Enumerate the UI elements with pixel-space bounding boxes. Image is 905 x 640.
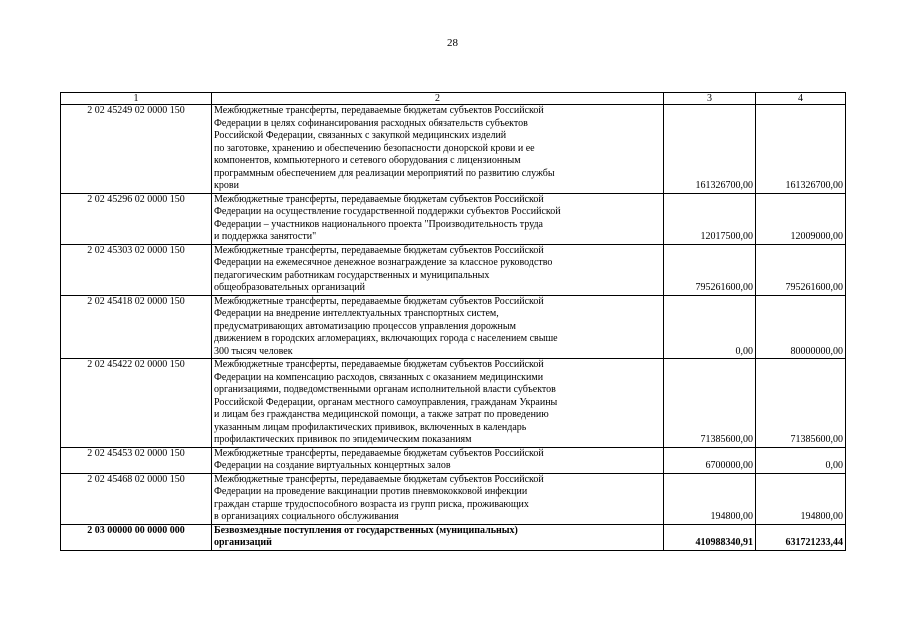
row-amount-col3-cell: 12017500,00 <box>664 193 756 244</box>
row-amount-col3-cell: 795261600,00 <box>664 244 756 295</box>
row-code-cell: 2 02 45296 02 0000 150 <box>61 193 212 244</box>
row-amount-col4-cell: 161326700,00 <box>756 105 846 194</box>
column-header-3: 3 <box>664 93 756 105</box>
row-description-cell: Межбюджетные трансферты, передаваемые бюджетам субъектов Российской Федерации на компенсацию расходов, связанных с оказанием медицинскими организациями, подведомственными органам исполнительной власти субъектов Российской Федерации, органам местного самоуправления, гражданам Украины и лицам без гражданства медицинской помощи, а также затрат по проведению указанным лицам профилактических прививок, включенных в календарь профилактических прививок по эпидемическим показаниям <box>212 359 664 448</box>
row-description-cell: Межбюджетные трансферты, передаваемые бюджетам субъектов Российской Федерации на ежемесячное денежное вознаграждение за классное руководство педагогическим работникам государственных и муниципальных общеобразовательных организаций <box>212 244 664 295</box>
row-amount-col4-cell: 795261600,00 <box>756 244 846 295</box>
table-row <box>61 524 846 550</box>
row-description-cell: Межбюджетные трансферты, передаваемые бюджетам субъектов Российской Федерации на внедрение интеллектуальных транспортных систем, предусматривающих автоматизацию процессов управления дорожным движением в городских агломерациях, включающих города с населением свыше 300 тысяч человек <box>212 295 664 359</box>
row-amount-col3-cell: 410988340,91 <box>664 524 756 550</box>
row-description-cell: Межбюджетные трансферты, передаваемые бюджетам субъектов Российской Федерации на осуществление государственной поддержки субъектов Российской Федерации – участников национального проекта "Производительность труда и поддержка занятости" <box>212 193 664 244</box>
page-number: 28 <box>447 37 458 49</box>
row-amount-col4-cell: 194800,00 <box>756 473 846 524</box>
row-description-cell: Межбюджетные трансферты, передаваемые бюджетам субъектов Российской Федерации на проведение вакцинации против пневмококковой инфекции граждан старше трудоспособного возраста из групп риска, проживающих в организациях социального обслуживания <box>212 473 664 524</box>
row-amount-col3-cell: 6700000,00 <box>664 447 756 473</box>
column-header-2: 2 <box>212 93 664 105</box>
row-code-cell: 2 02 45422 02 0000 150 <box>61 359 212 448</box>
row-code-cell: 2 02 45418 02 0000 150 <box>61 295 212 359</box>
column-header-4: 4 <box>756 93 846 105</box>
table-row <box>61 105 846 194</box>
row-amount-col4-cell: 631721233,44 <box>756 524 846 550</box>
table-row <box>61 473 846 524</box>
table-row <box>61 244 846 295</box>
row-amount-col3-cell: 0,00 <box>664 295 756 359</box>
row-code-cell: 2 02 45468 02 0000 150 <box>61 473 212 524</box>
row-amount-col3-cell: 161326700,00 <box>664 105 756 194</box>
table-row <box>61 359 846 448</box>
budget-table <box>60 92 846 551</box>
row-code-cell: 2 02 45303 02 0000 150 <box>61 244 212 295</box>
table-row <box>61 447 846 473</box>
row-code-cell: 2 02 45453 02 0000 150 <box>61 447 212 473</box>
row-amount-col4-cell: 80000000,00 <box>756 295 846 359</box>
row-amount-col4-cell: 71385600,00 <box>756 359 846 448</box>
row-amount-col4-cell: 0,00 <box>756 447 846 473</box>
table-row <box>61 193 846 244</box>
table-row <box>61 295 846 359</box>
row-amount-col3-cell: 194800,00 <box>664 473 756 524</box>
table-header-row <box>61 93 846 105</box>
row-amount-col3-cell: 71385600,00 <box>664 359 756 448</box>
row-description-cell: Межбюджетные трансферты, передаваемые бюджетам субъектов Российской Федерации в целях софинансирования расходных обязательств субъектов Российской Федерации, связанных с закупкой медицинских изделий по заготовке, хранению и обеспечению безопасности донорской крови и ее компонентов, компьютерного и сетевого оборудования с лицензионным программным обеспечением для реализации мероприятий по развитию службы крови <box>212 105 664 194</box>
row-code-cell: 2 02 45249 02 0000 150 <box>61 105 212 194</box>
row-description-cell: Безвозмездные поступления от государственных (муниципальных) организаций <box>212 524 664 550</box>
row-code-cell: 2 03 00000 00 0000 000 <box>61 524 212 550</box>
row-description-cell: Межбюджетные трансферты, передаваемые бюджетам субъектов Российской Федерации на создание виртуальных концертных залов <box>212 447 664 473</box>
table-body <box>61 105 846 551</box>
row-amount-col4-cell: 12009000,00 <box>756 193 846 244</box>
column-header-1: 1 <box>61 93 212 105</box>
